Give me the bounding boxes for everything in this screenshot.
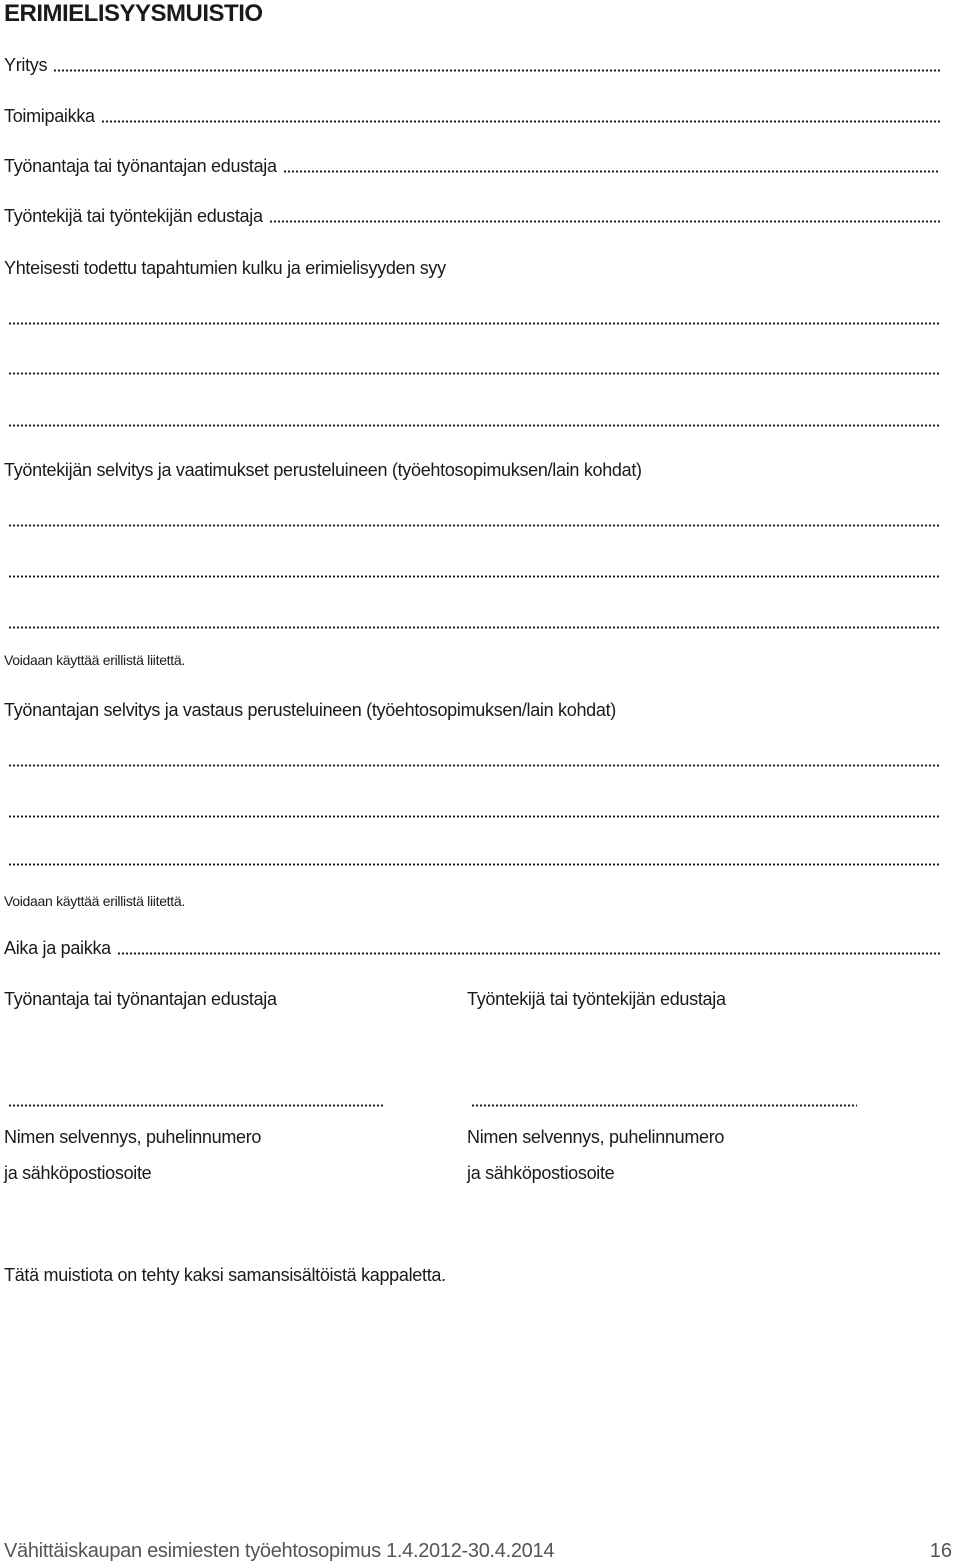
employer-email-label: ja sähköpostiosoite: [4, 1163, 152, 1183]
employee-statement-line-3[interactable]: [8, 626, 940, 629]
employer-statement-line-1[interactable]: [8, 764, 940, 767]
closing-statement: Tätä muistiota on tehty kaksi samansisältöistä kappaletta.: [4, 1265, 446, 1285]
page-number: 16: [929, 1540, 952, 1562]
employee-signature-heading: Työntekijä tai työntekijän edustaja: [467, 989, 726, 1009]
employee-statement-line-1[interactable]: [8, 524, 940, 527]
joint-line-2[interactable]: [8, 372, 940, 375]
employee-statement-heading: Työntekijän selvitys ja vaatimukset perusteluineen (työehtosopimuksen/lain kohdat): [4, 460, 642, 480]
company-dotted-line[interactable]: [53, 69, 940, 72]
employee-email-label: ja sähköpostiosoite: [467, 1163, 615, 1183]
attachment-note: Voidaan käyttää erillistä liitettä.: [4, 893, 185, 909]
joint-line-1[interactable]: [8, 322, 940, 325]
employee-dotted-line[interactable]: [269, 220, 940, 223]
attachment-note: Voidaan käyttää erillistä liitettä.: [4, 652, 185, 668]
workplace-label: Toimipaikka: [4, 106, 95, 126]
employee-field[interactable]: [4, 206, 940, 227]
time-place-label: Aika ja paikka: [4, 938, 111, 958]
employer-statement-heading: Työnantajan selvitys ja vastaus perusteluineen (työehtosopimuksen/lain kohdat): [4, 700, 616, 720]
employer-statement-line-2[interactable]: [8, 815, 940, 818]
employer-statement-line-3[interactable]: [8, 863, 940, 866]
joint-section-heading: Yhteisesti todettu tapahtumien kulku ja erimielisyyden syy: [4, 258, 446, 278]
employee-statement-line-2[interactable]: [8, 575, 940, 578]
employee-label: Työntekijä tai työntekijän edustaja: [4, 206, 263, 226]
employee-signature-line[interactable]: [471, 1104, 857, 1107]
employer-signature-line[interactable]: [8, 1104, 384, 1107]
employer-signature-heading: Työnantaja tai työnantajan edustaja: [4, 989, 277, 1009]
company-label: Yritys: [4, 55, 48, 75]
employer-label: Työnantaja tai työnantajan edustaja: [4, 156, 277, 176]
workplace-dotted-line[interactable]: [101, 120, 940, 123]
document-title: ERIMIELISYYSMUISTIO: [4, 0, 263, 27]
employee-name-clarification: Nimen selvennys, puhelinnumero: [467, 1127, 725, 1147]
footer-text: Vähittäiskaupan esimiesten työehtosopimus 1.4.2012-30.4.2014: [4, 1540, 555, 1562]
employer-name-clarification: Nimen selvennys, puhelinnumero: [4, 1127, 262, 1147]
time-place-dotted-line[interactable]: [117, 952, 940, 955]
employer-field[interactable]: [4, 156, 940, 177]
joint-line-3[interactable]: [8, 424, 940, 427]
time-place-field[interactable]: [4, 938, 940, 959]
workplace-field[interactable]: [4, 106, 940, 127]
employer-dotted-line[interactable]: [283, 170, 940, 173]
company-field[interactable]: [4, 55, 940, 76]
